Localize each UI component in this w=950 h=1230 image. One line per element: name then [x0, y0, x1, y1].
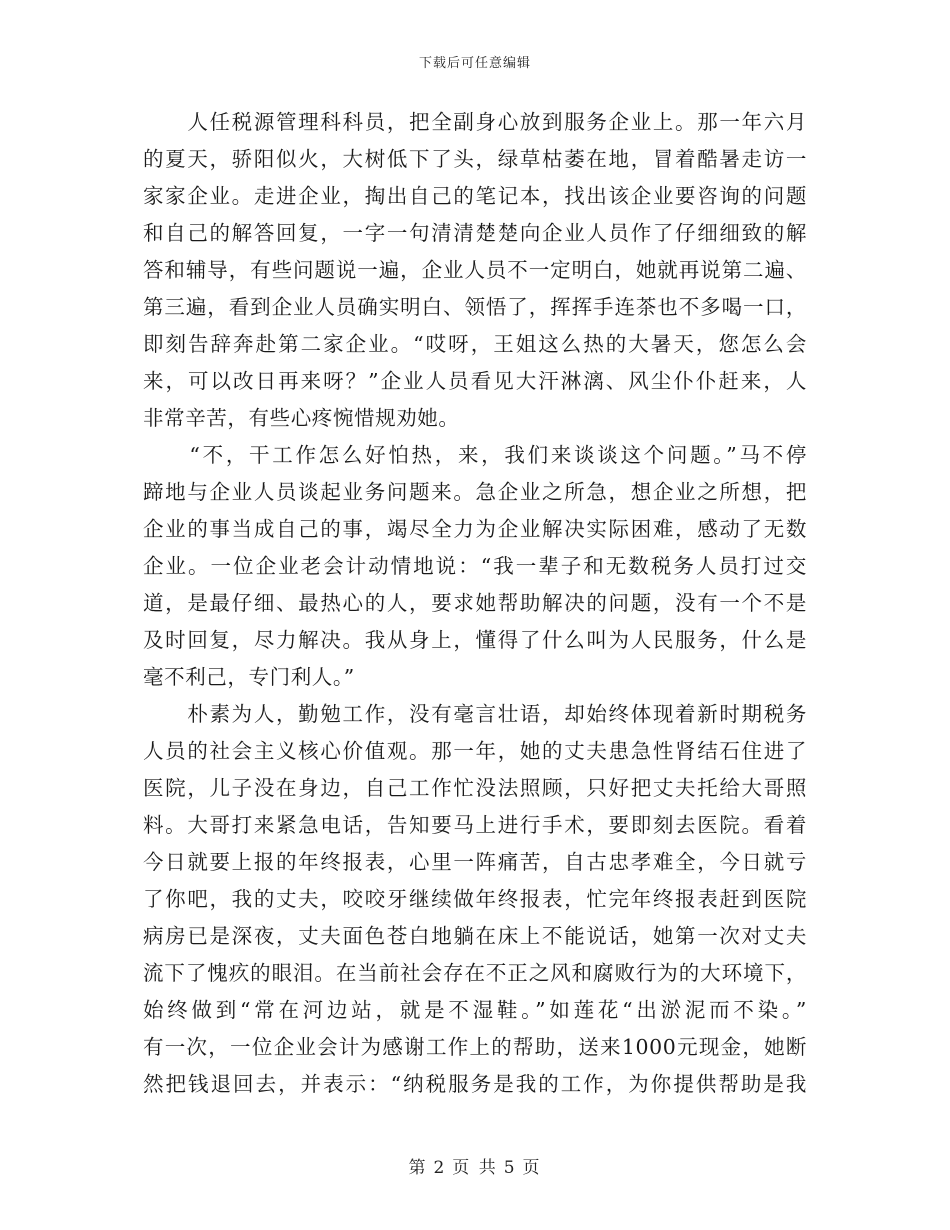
paragraph-2: [143, 437, 807, 696]
text-line: 朴素为人，勤勉工作，没有毫言壮语，却始终体现着新时期税务: [143, 702, 807, 726]
page-prefix: 第: [408, 1158, 428, 1178]
text-line: 始终做到“常在河边站，就是不湿鞋。”如莲花“出淤泥而不染。”: [143, 998, 807, 1022]
page-footer: [0, 1153, 950, 1178]
text-line: 即刻告辞奔赴第二家企业。“哎呀，王姐这么热的大暑天，您怎么会: [143, 332, 807, 356]
paragraph-1: [143, 104, 807, 437]
text-line: 来，可以改日再来呀？”企业人员看见大汗淋漓、风尘仆仆赶来，人: [143, 369, 807, 393]
text-line: 了你吧，我的丈夫，咬咬牙继续做年终报表，忙完年终报表赶到医院: [143, 887, 807, 911]
page-total: 5: [503, 1158, 517, 1178]
text-line: 医院，儿子没在身边，自己工作忙没法照顾，只好把丈夫托给大哥照: [143, 776, 807, 800]
text-line: 病房已是深夜，丈夫面色苍白地躺在床上不能说话，她第一次对丈夫: [143, 924, 807, 948]
text-line: 的夏天，骄阳似火，大树低下了头，绿草枯萎在地，冒着酷暑走访一: [143, 147, 807, 171]
text-line: 今日就要上报的年终报表，心里一阵痛苦，自古忠孝难全，今日就亏: [143, 850, 807, 874]
text-line: 蹄地与企业人员谈起业务问题来。急企业之所急，想企业之所想，把: [143, 480, 807, 504]
document-body: [143, 104, 807, 1103]
text-line: 和自己的解答回复，一字一句清清楚楚向企业人员作了仔细细致的解: [143, 221, 807, 245]
page-suffix: 页: [522, 1158, 542, 1178]
text-line: 企业。一位企业老会计动情地说：“我一辈子和无数税务人员打过交: [143, 554, 807, 578]
page-header: 下载后可任意编辑: [418, 56, 531, 71]
text-line: 家家企业。走进企业，掏出自己的笔记本，找出该企业要咨询的问题: [143, 184, 807, 208]
text-line: 企业的事当成自己的事，竭尽全力为企业解决实际困难，感动了无数: [143, 517, 807, 541]
text-line: 毫不利己，专门利人。”: [143, 665, 355, 689]
text-line: 及时回复，尽力解决。我从身上，懂得了什么叫为人民服务，什么是: [143, 628, 807, 652]
text-line: 有一次，一位企业会计为感谢工作上的帮助，送来1000元现金，她断: [143, 1035, 807, 1059]
text-line: 料。大哥打来紧急电话，告知要马上进行手术，要即刻去医院。看着: [143, 813, 807, 837]
text-line: 然把钱退回去，并表示：“纳税服务是我的工作，为你提供帮助是我: [143, 1072, 807, 1096]
page-middle: 页 共: [452, 1158, 498, 1178]
text-line: 人任税源管理科科员，把全副身心放到服务企业上。那一年六月: [143, 110, 807, 134]
text-line: 第三遍，看到企业人员确实明白、领悟了，挥挥手连茶也不多喝一口，: [143, 295, 807, 319]
text-line: 人员的社会主义核心价值观。那一年，她的丈夫患急性肾结石住进了: [143, 739, 807, 763]
text-line: “不，干工作怎么好怕热，来，我们来谈谈这个问题。”马不停: [143, 443, 807, 467]
text-line: 道，是最仔细、最热心的人，要求她帮助解决的问题，没有一个不是: [143, 591, 807, 615]
page-number: 2: [433, 1158, 447, 1178]
text-line: 流下了愧疚的眼泪。在当前社会存在不正之风和腐败行为的大环境下，: [143, 961, 807, 985]
text-line: 答和辅导，有些问题说一遍，企业人员不一定明白，她就再说第二遍、: [143, 258, 807, 282]
text-line: 非常辛苦，有些心疼惋惜规劝她。: [143, 406, 460, 430]
paragraph-3: [143, 696, 807, 1103]
